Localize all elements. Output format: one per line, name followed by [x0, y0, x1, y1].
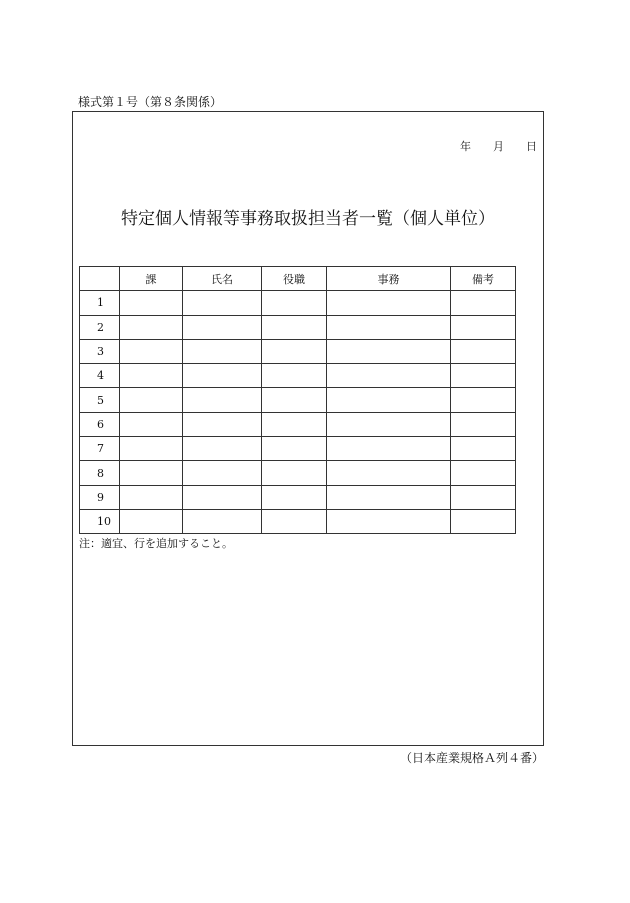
paper-size-note: （日本産業規格Ａ列４番）: [399, 751, 544, 765]
cell-remarks[interactable]: [451, 291, 516, 315]
staff-table: [79, 266, 516, 534]
header-position: 役職: [262, 267, 327, 291]
cell-position[interactable]: [262, 412, 327, 436]
cell-duties[interactable]: [327, 509, 451, 533]
page-title: 特定個人情報等事務取扱担当者一覧（個人単位）: [121, 209, 495, 229]
cell-remarks[interactable]: [451, 437, 516, 461]
cell-name[interactable]: [183, 291, 262, 315]
cell-remarks[interactable]: [451, 364, 516, 388]
date-year: 年: [460, 140, 471, 153]
cell-name[interactable]: [183, 364, 262, 388]
cell-duties[interactable]: [327, 485, 451, 509]
form-frame: [72, 111, 544, 746]
table-row: [80, 485, 516, 509]
header-section: 課: [120, 267, 183, 291]
table-row: [80, 388, 516, 412]
cell-name[interactable]: [183, 437, 262, 461]
cell-remarks[interactable]: [451, 388, 516, 412]
header-duties: 事務: [327, 267, 451, 291]
table-row: [80, 291, 516, 315]
cell-section[interactable]: [120, 339, 183, 363]
row-number: 1: [80, 291, 120, 315]
cell-duties[interactable]: [327, 315, 451, 339]
cell-position[interactable]: [262, 509, 327, 533]
row-number: 4: [80, 364, 120, 388]
cell-section[interactable]: [120, 291, 183, 315]
cell-section[interactable]: [120, 364, 183, 388]
row-number: 8: [80, 461, 120, 485]
row-number: 6: [80, 412, 120, 436]
header-name: 氏名: [183, 267, 262, 291]
cell-name[interactable]: [183, 388, 262, 412]
table-note: 注：適宜、行を追加すること。: [79, 537, 233, 550]
cell-section[interactable]: [120, 412, 183, 436]
cell-name[interactable]: [183, 461, 262, 485]
row-number: 3: [80, 339, 120, 363]
cell-remarks[interactable]: [451, 461, 516, 485]
row-number: 7: [80, 437, 120, 461]
cell-duties[interactable]: [327, 291, 451, 315]
row-number: 5: [80, 388, 120, 412]
cell-remarks[interactable]: [451, 315, 516, 339]
form-number: 様式第１号（第８条関係）: [78, 95, 223, 109]
cell-name[interactable]: [183, 509, 262, 533]
cell-name[interactable]: [183, 485, 262, 509]
cell-position[interactable]: [262, 364, 327, 388]
cell-name[interactable]: [183, 339, 262, 363]
cell-section[interactable]: [120, 485, 183, 509]
cell-section[interactable]: [120, 315, 183, 339]
table-row: [80, 339, 516, 363]
row-number: 10: [80, 509, 120, 533]
cell-position[interactable]: [262, 437, 327, 461]
cell-duties[interactable]: [327, 412, 451, 436]
table-row: [80, 364, 516, 388]
cell-section[interactable]: [120, 388, 183, 412]
cell-position[interactable]: [262, 388, 327, 412]
cell-position[interactable]: [262, 461, 327, 485]
cell-position[interactable]: [262, 315, 327, 339]
cell-remarks[interactable]: [451, 509, 516, 533]
cell-remarks[interactable]: [451, 339, 516, 363]
cell-duties[interactable]: [327, 339, 451, 363]
cell-section[interactable]: [120, 437, 183, 461]
cell-position[interactable]: [262, 339, 327, 363]
table-row: [80, 437, 516, 461]
date-day: 日: [526, 140, 537, 153]
table-row: [80, 315, 516, 339]
cell-name[interactable]: [183, 412, 262, 436]
header-remarks: 備考: [451, 267, 516, 291]
cell-name[interactable]: [183, 315, 262, 339]
header-number: [80, 267, 120, 291]
cell-duties[interactable]: [327, 461, 451, 485]
date-month: 月: [493, 140, 504, 153]
table-row: [80, 509, 516, 533]
row-number: 9: [80, 485, 120, 509]
cell-duties[interactable]: [327, 364, 451, 388]
row-number: 2: [80, 315, 120, 339]
cell-section[interactable]: [120, 461, 183, 485]
table-header-row: [80, 267, 516, 291]
cell-remarks[interactable]: [451, 412, 516, 436]
table-row: [80, 412, 516, 436]
cell-position[interactable]: [262, 291, 327, 315]
cell-remarks[interactable]: [451, 485, 516, 509]
date-line: [460, 140, 537, 154]
cell-duties[interactable]: [327, 388, 451, 412]
table-row: [80, 461, 516, 485]
cell-section[interactable]: [120, 509, 183, 533]
cell-position[interactable]: [262, 485, 327, 509]
cell-duties[interactable]: [327, 437, 451, 461]
